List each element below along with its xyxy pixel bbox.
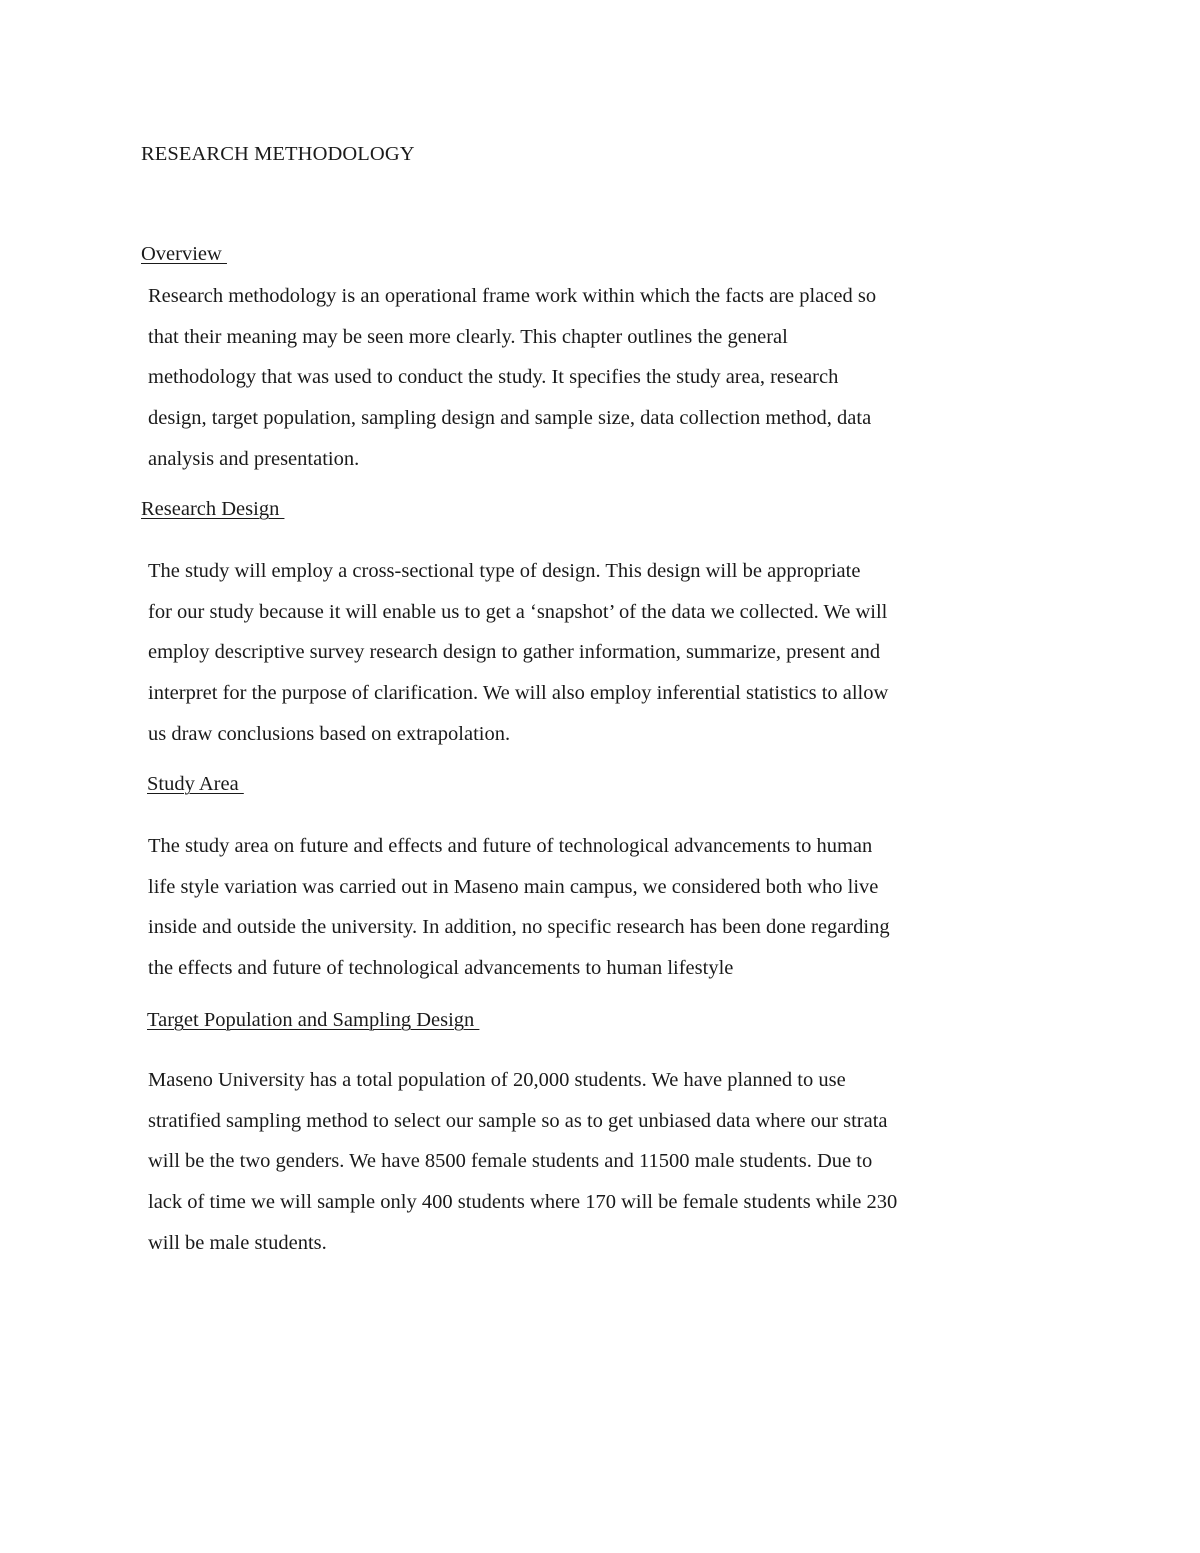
paragraph-line: that their meaning may be seen more clearly. This chapter outlines the general — [148, 325, 788, 348]
paragraph-line: life style variation was carried out in Maseno main campus, we considered both who live — [148, 875, 879, 898]
paragraph-line: will be the two genders. We have 8500 female students and 11500 male students. Due to — [148, 1150, 873, 1173]
section-paragraph-target-population — [148, 1060, 1028, 1263]
paragraph-line: methodology that was used to conduct the study. It specifies the study area, research — [148, 366, 839, 389]
section-heading-research-design: Research Design — [141, 498, 285, 520]
paragraph-line: Research methodology is an operational frame work within which the facts are placed so — [148, 285, 877, 307]
paragraph-line: interpret for the purpose of clarification. We will also employ inferential statistics to allow — [148, 682, 889, 705]
paragraph-line: Maseno University has a total population of 20,000 students. We have planned to use — [148, 1069, 846, 1091]
section-heading-target-population: Target Population and Sampling Design — [147, 1009, 480, 1031]
document-title: RESEARCH METHODOLOGY — [141, 143, 415, 165]
paragraph-line: us draw conclusions based on extrapolation. — [148, 722, 511, 745]
paragraph-line: The study area on future and effects and future of technological advancements to human — [148, 835, 873, 857]
section-paragraph-research-design — [148, 551, 1028, 754]
paragraph-line: inside and outside the university. In addition, no specific research has been done regarding — [148, 916, 890, 939]
section-heading-study-area: Study Area — [147, 773, 244, 795]
paragraph-line: lack of time we will sample only 400 students where 170 will be female students while 230 — [148, 1191, 898, 1214]
paragraph-line: for our study because it will enable us to get a ‘snapshot’ of the data we collected. We will — [148, 600, 888, 623]
paragraph-line: will be male students. — [148, 1231, 327, 1254]
section-heading-overview: Overview — [141, 243, 227, 265]
paragraph-line: the effects and future of technological advancements to human lifestyle — [148, 957, 734, 980]
section-paragraph-overview — [148, 276, 1028, 479]
paragraph-line: The study will employ a cross-sectional type of design. This design will be appropriate — [148, 560, 861, 582]
section-paragraph-study-area — [148, 826, 1028, 989]
paragraph-line: employ descriptive survey research design to gather information, summarize, present and — [148, 641, 881, 664]
paragraph-line: analysis and presentation. — [148, 447, 360, 470]
paragraph-line: stratified sampling method to select our sample so as to get unbiased data where our strata — [148, 1109, 888, 1132]
paragraph-line: design, target population, sampling design and sample size, data collection method, data — [148, 407, 872, 430]
